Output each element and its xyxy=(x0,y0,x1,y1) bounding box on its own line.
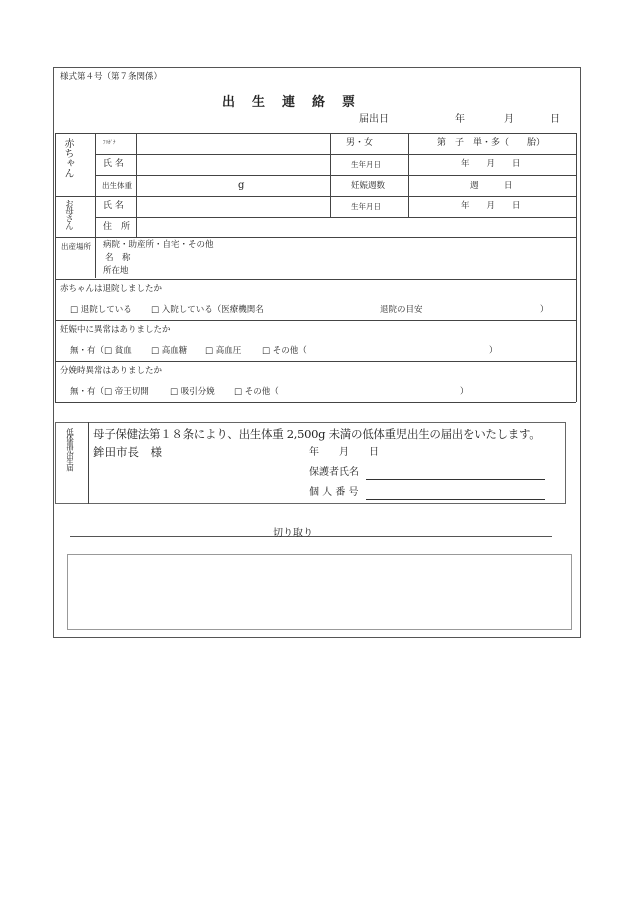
table-line xyxy=(330,133,331,217)
delivery-close: ） xyxy=(460,387,469,397)
lbw-date: 年 月 日 xyxy=(309,447,379,458)
mother-group-label: お母さん xyxy=(63,199,74,229)
id-number-field[interactable] xyxy=(366,499,545,500)
guardian-name-label: 保護者氏名 xyxy=(309,467,359,478)
table-line xyxy=(55,320,576,321)
hyperglycemia-checkbox[interactable]: □ 高血糖 xyxy=(151,346,188,356)
mother-name-label: 氏 名 xyxy=(103,201,124,211)
mother-birth-date-label: 生年月日 xyxy=(351,202,381,211)
delivery-other-checkbox[interactable]: □ その他（ xyxy=(234,387,279,397)
delivery-question: 分娩時異常はありましたか xyxy=(60,366,163,376)
birth-order-value: 第 子 単・多（ 胎） xyxy=(437,138,546,148)
table-line xyxy=(55,133,576,134)
table-line xyxy=(55,402,576,403)
discharge-close: ） xyxy=(540,305,549,315)
lbw-statement: 母子保健法第１８条により、出生体重 2,500g 未満の低体重児出生の届出をいたします。 xyxy=(93,427,541,441)
guardian-name-field[interactable] xyxy=(366,479,545,480)
lbw-addressee: 鉾田市長 様 xyxy=(93,445,162,459)
filing-date-label: 届出日 xyxy=(359,114,389,125)
table-line xyxy=(95,175,576,176)
filing-month: 月 xyxy=(504,114,514,125)
table-line xyxy=(576,133,577,402)
mother-birth-date-value: 年 月 日 xyxy=(461,201,521,211)
table-line xyxy=(55,361,576,362)
filing-day: 日 xyxy=(550,114,560,125)
pregnancy-close: ） xyxy=(489,346,498,356)
table-line xyxy=(55,237,576,238)
table-line xyxy=(95,217,576,218)
table-line xyxy=(95,154,576,155)
baby-birth-date-label: 生年月日 xyxy=(351,160,381,169)
cesarean-checkbox[interactable]: 無・有（□ 帝王切開 xyxy=(70,387,149,397)
vacuum-checkbox[interactable]: □ 吸引分娩 xyxy=(170,387,215,397)
baby-group-label: 赤ちゃん xyxy=(62,138,73,178)
table-line xyxy=(55,196,576,197)
discharged-checkbox[interactable]: □ 退院している xyxy=(70,305,132,315)
anemia-checkbox[interactable]: 無・有（□ 貧血 xyxy=(70,346,132,356)
lbw-divider xyxy=(88,422,89,504)
form-number: 様式第４号（第７条関係） xyxy=(60,72,163,82)
filing-year: 年 xyxy=(455,114,465,125)
baby-birth-date-value: 年 月 日 xyxy=(461,159,521,169)
cut-label: 切り取り xyxy=(273,528,313,539)
hypertension-checkbox[interactable]: □ 高血圧 xyxy=(205,346,242,356)
baby-name-label: 氏 名 xyxy=(103,159,124,169)
birthplace-name-label: 名 称 xyxy=(105,253,131,263)
birthplace-label: 出産場所 xyxy=(61,242,91,251)
lbw-side-label: 低体重児出生届 xyxy=(65,428,75,470)
sex-value: 男・女 xyxy=(346,138,374,148)
mother-address-label: 住 所 xyxy=(103,222,131,232)
discharge-estimate-label: 退院の目安 xyxy=(380,305,423,315)
form-frame xyxy=(53,67,581,638)
gestation-label: 妊娠週数 xyxy=(351,181,386,191)
birthplace-options: 病院・助産所・自宅・その他 xyxy=(103,240,214,250)
gestation-value: 週 日 xyxy=(470,181,513,191)
weight-label: 出生体重 xyxy=(102,181,132,190)
table-line xyxy=(55,279,576,280)
admitted-checkbox[interactable]: □ 入院している（医療機関名 xyxy=(151,305,264,315)
pregnancy-question: 妊娠中に異常はありましたか xyxy=(60,325,171,335)
id-number-label: 個 人 番 号 xyxy=(309,487,359,498)
discharge-question: 赤ちゃんは退院しましたか xyxy=(60,284,163,294)
table-line xyxy=(95,133,96,278)
furigana-label: ﾌﾘｶﾞﾅ xyxy=(103,140,116,146)
page-title: 出 生 連 絡 票 xyxy=(222,95,358,110)
pregnancy-other-checkbox[interactable]: □ その他（ xyxy=(262,346,307,356)
table-line xyxy=(408,133,409,217)
weight-unit: g xyxy=(238,180,245,191)
birthplace-location-label: 所在地 xyxy=(103,266,129,276)
table-line xyxy=(55,133,56,402)
table-line xyxy=(136,133,137,237)
memo-box xyxy=(67,554,572,630)
